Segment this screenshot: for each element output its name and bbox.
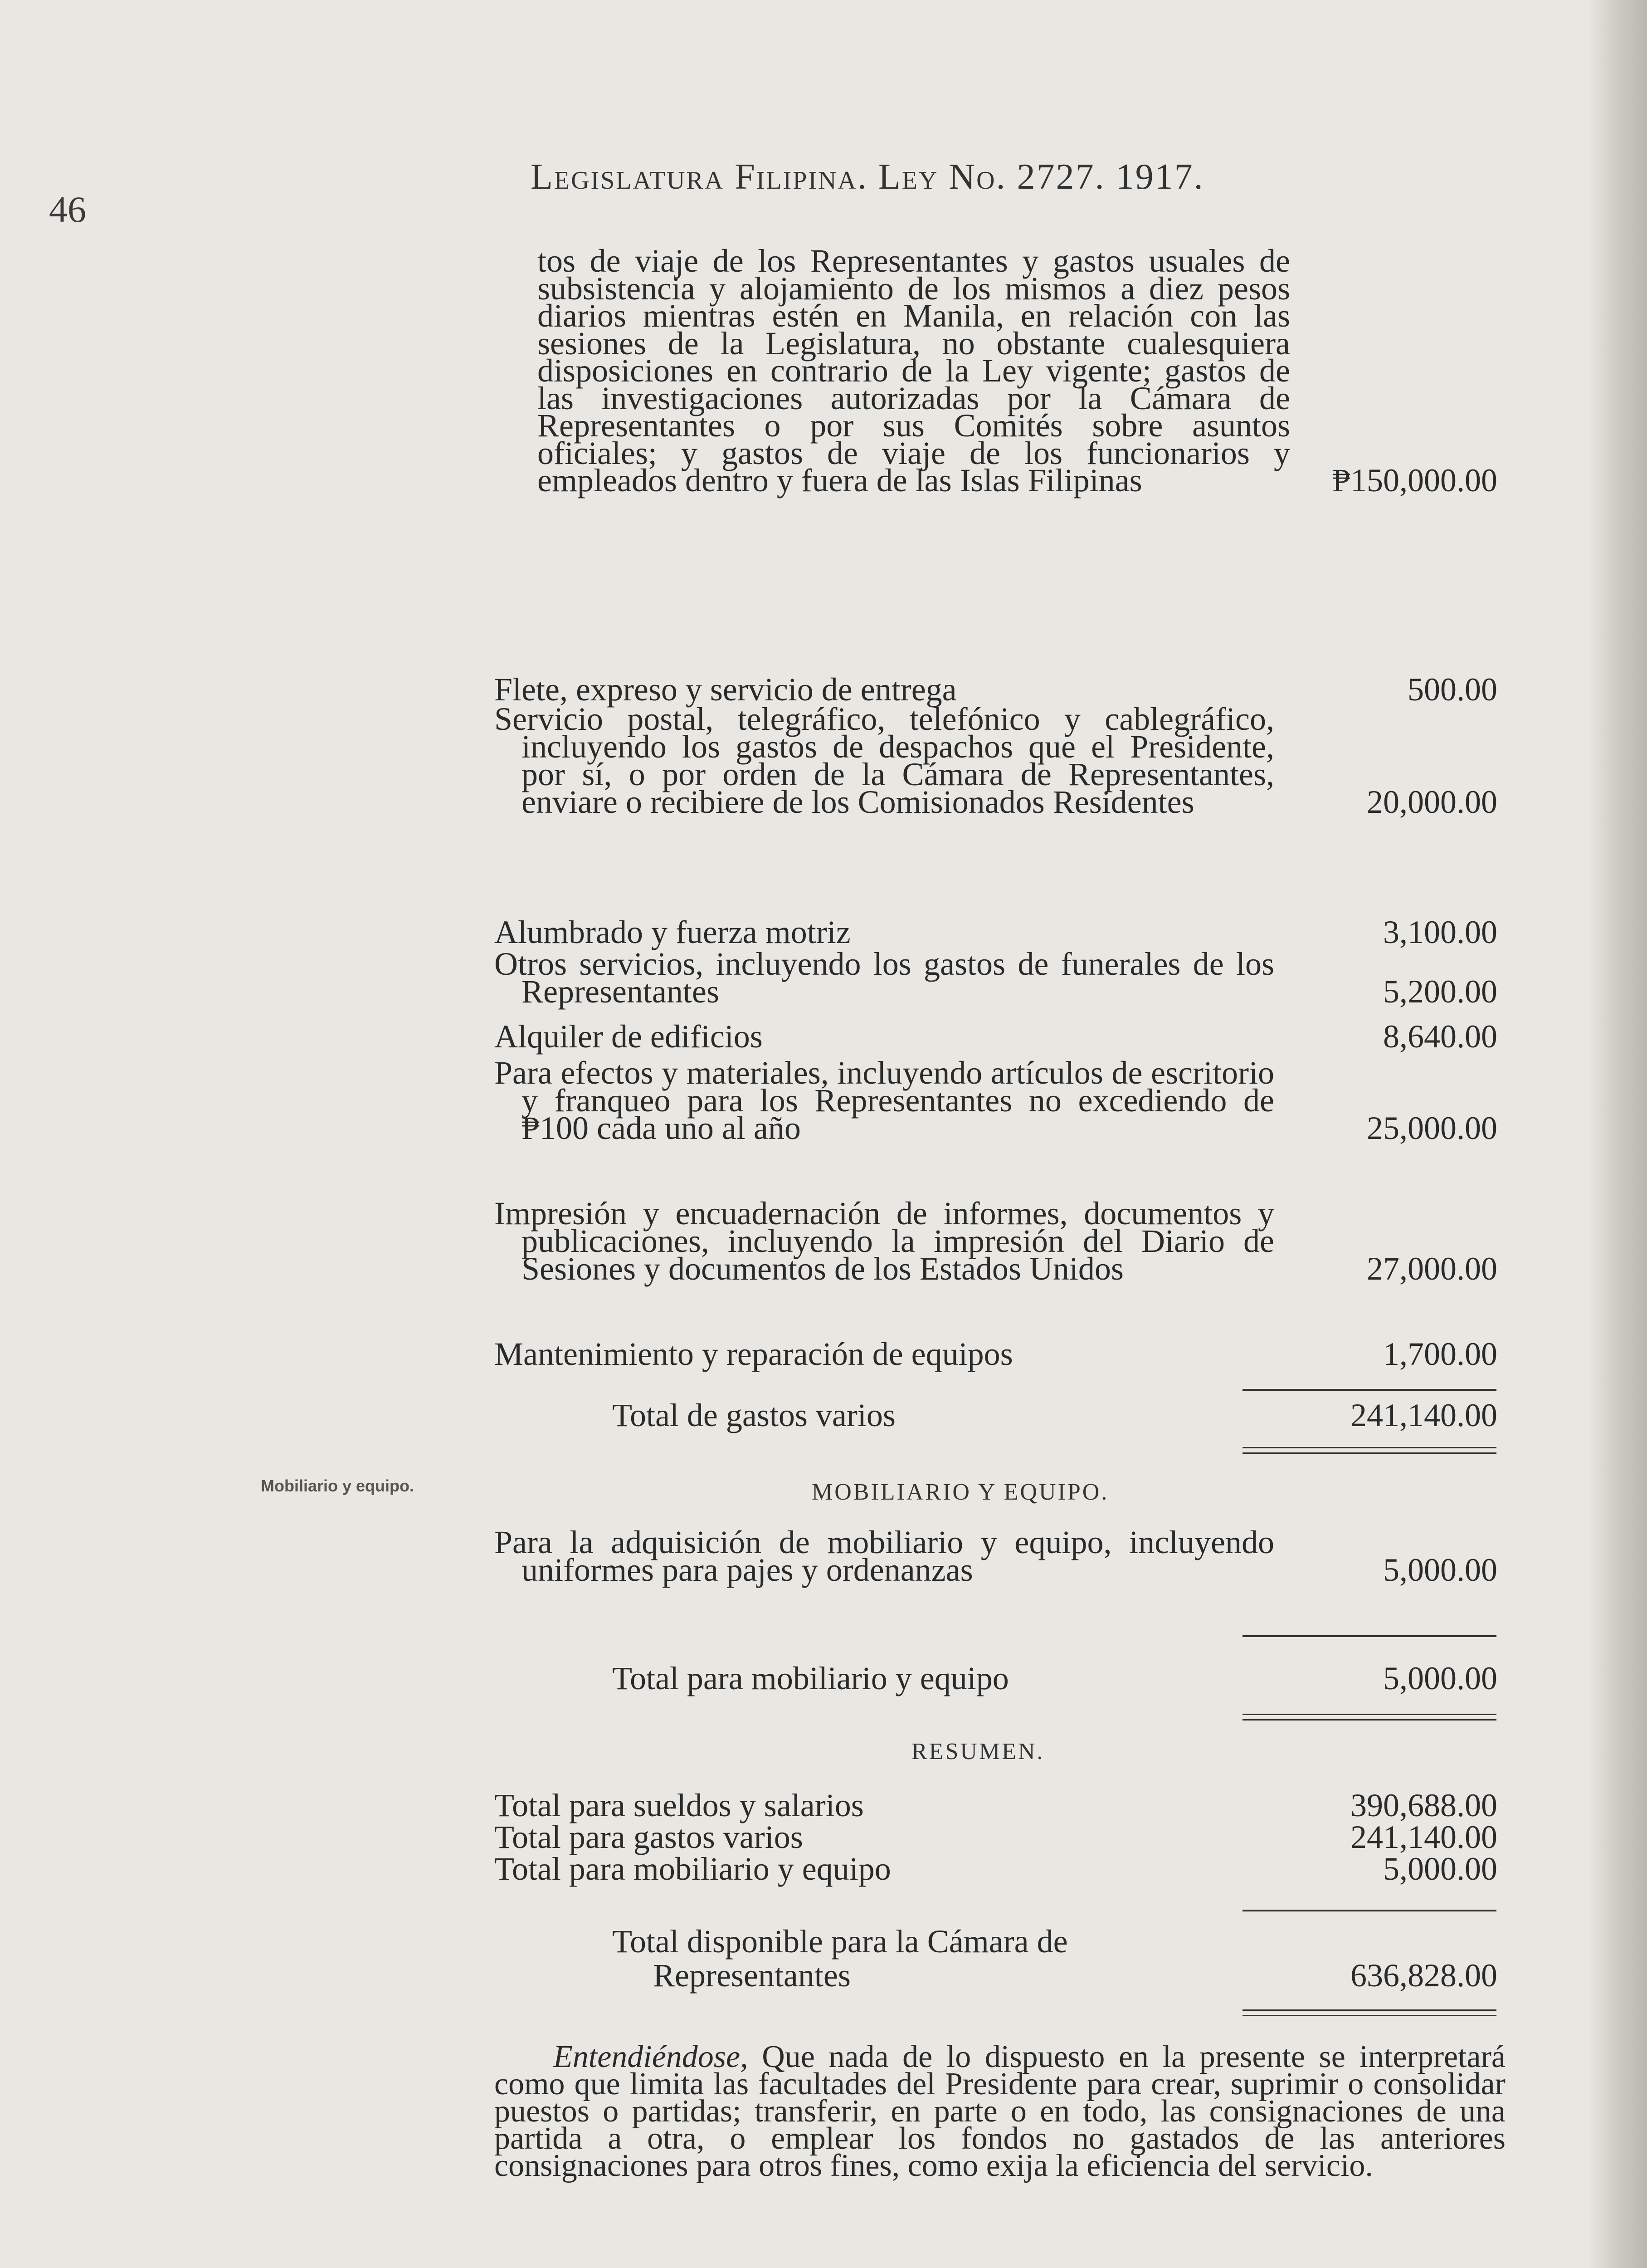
item-amount: 3,100.00 — [1383, 914, 1497, 950]
item-description: Para la adquisición de mobiliario y equipo, incluyendo uniformes para pajes y ordenanzas — [494, 1524, 1274, 1588]
item-description: Alquiler de edificios — [494, 1018, 763, 1055]
total-label: Total para mobiliario y equipo — [612, 1660, 1009, 1696]
grand-total-amount: 636,828.00 — [1350, 1957, 1497, 1994]
appropriation-item — [494, 1055, 1506, 1146]
item-amount: 20,000.00 — [1367, 784, 1497, 820]
item-description: Otros servicios, incluyendo los gastos de funerales de los Representantes — [494, 946, 1274, 1010]
resumen-label: Total para gastos varios — [494, 1819, 803, 1855]
subtotal-rule — [1243, 1389, 1496, 1391]
resumen-amount: 5,000.00 — [1383, 1851, 1497, 1887]
item-description: Para efectos y materiales, incluyendo artículos de escritorio y franqueo para los Representantes no excediendo de ₱100 cada uno al año — [494, 1055, 1274, 1146]
item-description: Flete, expreso y servicio de entrega — [494, 671, 957, 708]
appropriation-item — [494, 914, 1506, 950]
item-amount: ₱150,000.00 — [1332, 462, 1497, 499]
section-heading-mobiliario: MOBILIARIO Y EQUIPO. — [812, 1479, 1109, 1505]
margin-note: Mobiliario y equipo. — [261, 1476, 414, 1495]
double-rule-top — [1243, 1447, 1496, 1448]
resumen-amount: 390,688.00 — [1350, 1787, 1497, 1823]
appropriation-item — [494, 1524, 1506, 1588]
resumen-amount: 241,140.00 — [1350, 1819, 1497, 1855]
grand-total-label: Representantes — [653, 1957, 851, 1994]
appropriation-item — [494, 1195, 1506, 1287]
resumen-label: Total para mobiliario y equipo — [494, 1851, 891, 1887]
double-rule-bottom — [1243, 1719, 1496, 1721]
item-description: Mantenimiento y reparación de equipos — [494, 1336, 1013, 1372]
section-heading-resumen: RESUMEN. — [911, 1739, 1045, 1765]
item-amount: 8,640.00 — [1383, 1018, 1497, 1055]
appropriation-item — [494, 671, 1506, 708]
item-amount: 5,000.00 — [1383, 1552, 1497, 1588]
total-label: Total de gastos varios — [612, 1397, 896, 1433]
double-rule-top — [1243, 2009, 1496, 2011]
appropriation-item — [494, 946, 1506, 1010]
item-description: Impresión y encuadernación de informes, documentos y publicaciones, incluyendo la impresión del Diario de Sesiones y documentos de los Estados Unidos — [494, 1195, 1274, 1287]
appropriation-item — [494, 701, 1506, 820]
closing-lead: Entendiéndose, — [553, 2039, 748, 2074]
item-description: tos de viaje de los Representantes y gastos usuales de subsistencia y alojamiento de los mismos a diez pesos diarios mientras estén en Manila, en relación con las sesiones de la Legislatura, no obstante cualesquiera disposiciones en contrario de la Ley vigente; gastos de las investigaciones autorizadas por la Cámara de Representantes o por sus Comités sobre asuntos oficiales; y gastos de viaje de los funcionarios y empleados dentro y fuera de las Islas Filipinas — [537, 243, 1290, 499]
item-amount: 1,700.00 — [1383, 1336, 1497, 1372]
item-amount: 27,000.00 — [1367, 1251, 1497, 1287]
page-header: Legislatura Filipina. Ley No. 2727. 1917. — [531, 157, 1204, 197]
closing-paragraph — [494, 2039, 1506, 2183]
item-description: Alumbrado y fuerza motriz — [494, 914, 851, 950]
subtotal-rule — [1243, 1910, 1496, 1911]
double-rule-top — [1243, 1714, 1496, 1715]
item-description: Servicio postal, telegráfico, telefónico y cablegráfico, incluyendo los gastos de despachos que el Presidente, por sí, o por orden de la Cámara de Representantes, enviare o recibiere de los Comisionados Residentes — [494, 701, 1274, 820]
double-rule-bottom — [1243, 1452, 1496, 1454]
subtotal-rule — [1243, 1635, 1496, 1637]
item-amount: 5,200.00 — [1383, 973, 1497, 1010]
page-number: 46 — [49, 189, 86, 230]
appropriation-item — [494, 1018, 1506, 1055]
appropriation-item — [494, 1336, 1506, 1372]
total-amount: 5,000.00 — [1383, 1660, 1497, 1696]
closing-text: Que nada de lo dispuesto en la presente se interpretará como que limita las facultades del Presidente para crear, suprimir o consolidar puestos o partidas; transferir, en parte o en todo, las consignaciones de una partida a otra, o emplear los fondos no gastados de las anteriores consignaciones para otros fines, como exija la eficiencia del servicio. — [494, 2039, 1506, 2183]
appropriation-item — [494, 243, 1506, 499]
grand-total-label: Total disponible para la Cámara de — [612, 1923, 1068, 1960]
item-amount: 25,000.00 — [1367, 1110, 1497, 1146]
item-amount: 500.00 — [1408, 671, 1497, 708]
page-edge-shadow — [1588, 0, 1647, 2268]
resumen-label: Total para sueldos y salarios — [494, 1787, 864, 1823]
total-amount: 241,140.00 — [1350, 1397, 1497, 1433]
double-rule-bottom — [1243, 2015, 1496, 2016]
